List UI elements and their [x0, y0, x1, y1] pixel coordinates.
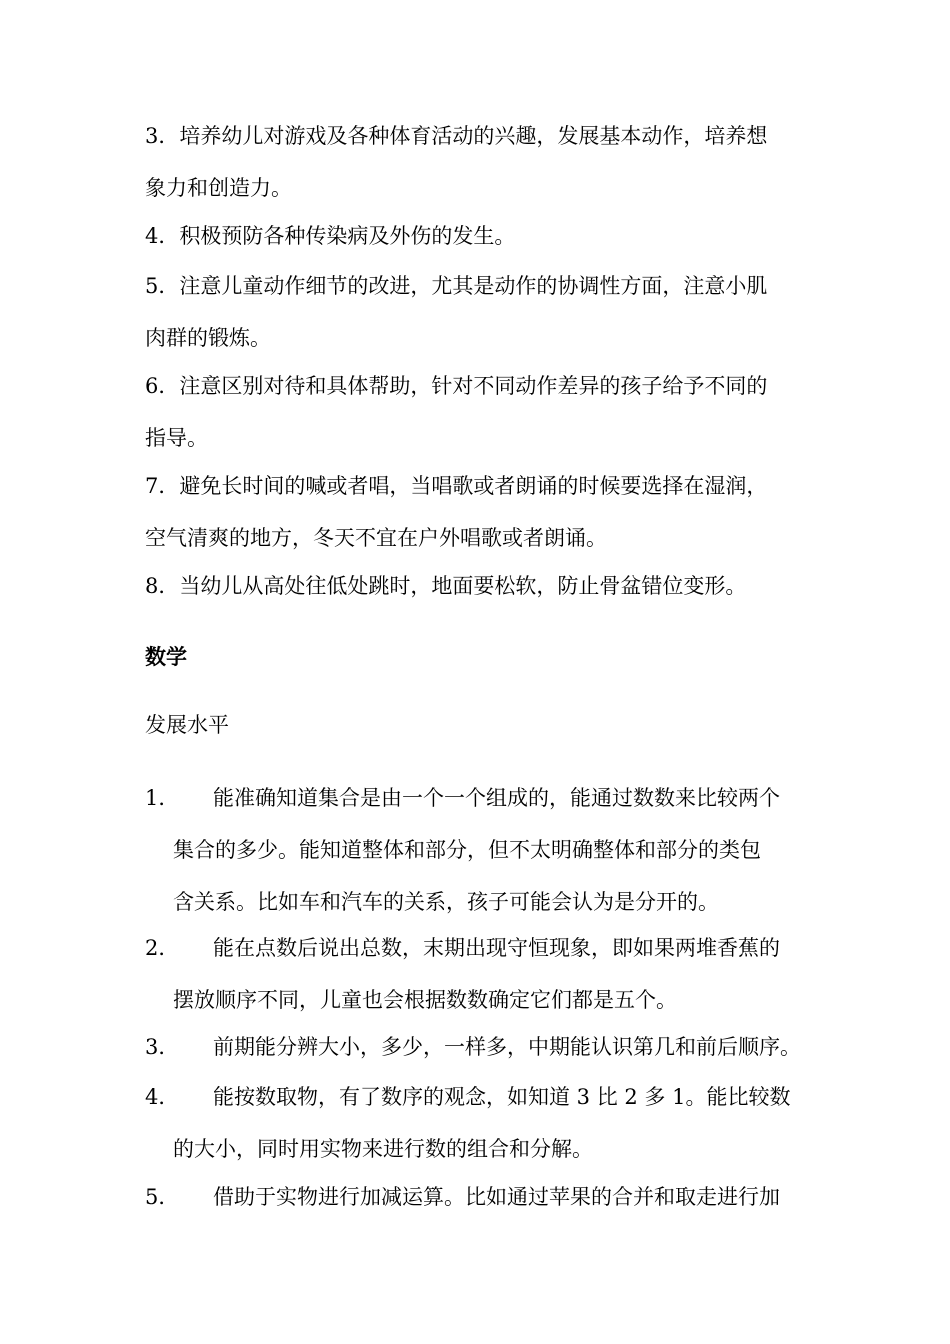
- list-item-4: [145, 1071, 810, 1175]
- list-number: 4．: [145, 1085, 180, 1109]
- list-line: 摆放顺序不同，儿童也会根据数数确定它们都是五个。: [173, 988, 677, 1012]
- list-line: 含关系。比如车和汽车的关系，孩子可能会认为是分开的。: [173, 890, 719, 914]
- paragraph-line: 5．注意儿童动作细节的改进，尤其是动作的协调性方面，注意小肌: [145, 274, 768, 298]
- list-line: 能按数取物，有了数序的观念，如知道 3 比 2 多 1。能比较数: [213, 1085, 791, 1109]
- list-number: 3．: [145, 1035, 180, 1059]
- list-line: 借助于实物进行加减运算。比如通过苹果的合并和取走进行加: [213, 1185, 780, 1209]
- paragraph-7: [145, 460, 810, 564]
- list-item-5: [145, 1171, 810, 1223]
- paragraph-line: 象力和创造力。: [145, 176, 292, 200]
- paragraph-4: [145, 210, 810, 262]
- paragraph-line: 7．避免长时间的喊或者唱，当唱歌或者朗诵的时候要选择在湿润，: [145, 474, 768, 498]
- paragraph-3: [145, 110, 810, 214]
- paragraph-line: 肉群的锻炼。: [145, 326, 271, 350]
- list-line: 前期能分辨大小，多少，一样多，中期能认识第几和前后顺序。: [213, 1035, 801, 1059]
- paragraph-6: [145, 360, 810, 464]
- list-number: 1．: [145, 786, 180, 810]
- paragraph-line: 3．培养幼儿对游戏及各种体育活动的兴趣，发展基本动作，培养想: [145, 124, 768, 148]
- paragraph-5: [145, 260, 810, 364]
- paragraph-line: 空气清爽的地方，冬天不宜在户外唱歌或者朗诵。: [145, 526, 607, 550]
- subsection-title: 发展水平: [145, 713, 229, 737]
- section-title: 数学: [145, 644, 187, 669]
- paragraph-line: 指导。: [145, 426, 208, 450]
- list-line: 能准确知道集合是由一个一个组成的，能通过数数来比较两个: [213, 786, 780, 810]
- list-item-2: [145, 922, 810, 1026]
- list-line: 能在点数后说出总数，末期出现守恒现象，即如果两堆香蕉的: [213, 936, 780, 960]
- list-line: 集合的多少。能知道整体和部分，但不太明确整体和部分的类包: [173, 838, 761, 862]
- list-item-1: [145, 772, 810, 928]
- list-line: 的大小，同时用实物来进行数的组合和分解。: [173, 1137, 593, 1161]
- paragraph-line: 6．注意区别对待和具体帮助，针对不同动作差异的孩子给予不同的: [145, 374, 768, 398]
- list-item-3: [145, 1021, 810, 1073]
- list-number: 2．: [145, 936, 180, 960]
- paragraph-8: [145, 560, 810, 612]
- list-number: 5．: [145, 1185, 180, 1209]
- paragraph-line: 8．当幼儿从高处往低处跳时，地面要松软，防止骨盆错位变形。: [145, 574, 747, 598]
- paragraph-line: 4．积极预防各种传染病及外伤的发生。: [145, 224, 516, 248]
